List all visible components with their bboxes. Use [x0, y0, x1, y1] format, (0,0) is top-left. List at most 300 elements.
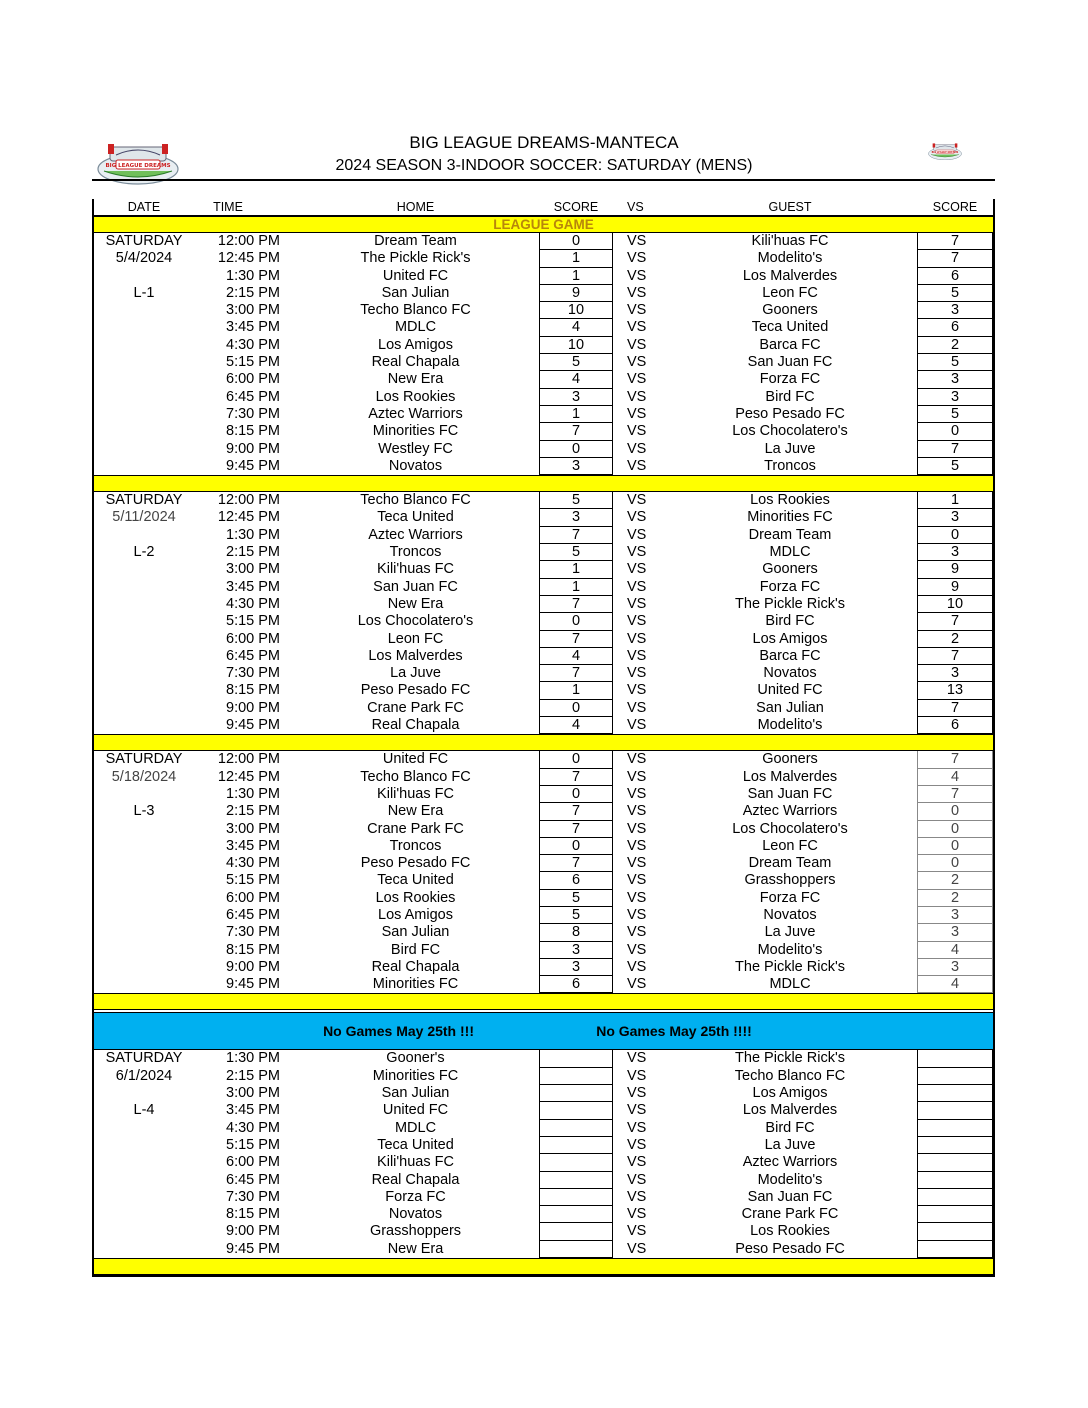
guest-score-cell: [917, 1085, 993, 1102]
home-team-cell: Novatos: [388, 1206, 443, 1223]
guest-score-cell: 4: [917, 976, 993, 993]
home-score-cell: 5: [539, 907, 613, 924]
vs-cell: VS: [627, 699, 647, 716]
guest-team-cell: Modelito's: [757, 1171, 823, 1188]
guest-team-cell: Minorities FC: [747, 509, 833, 526]
vs-cell: VS: [627, 803, 647, 820]
date-cell: [94, 406, 194, 423]
time-cell: 2:15 PM: [226, 803, 280, 820]
guest-team-cell: Dream Team: [748, 855, 832, 872]
guest-score-cell: [917, 1050, 993, 1067]
guest-score-cell: 0: [917, 527, 993, 544]
time-cell: 1:30 PM: [226, 1050, 280, 1067]
time-cell: 3:00 PM: [226, 561, 280, 578]
guest-score-cell: 7: [917, 786, 993, 803]
game-row: [94, 717, 993, 734]
home-score-cell: 7: [539, 596, 613, 613]
vs-cell: VS: [627, 1240, 647, 1257]
time-cell: 9:45 PM: [226, 717, 280, 734]
guest-score-cell: 9: [917, 579, 993, 596]
guest-team-cell: Kili'huas FC: [751, 233, 829, 249]
time-cell: 3:45 PM: [226, 578, 280, 595]
home-score-cell: 6: [539, 872, 613, 889]
vs-cell: VS: [627, 336, 647, 353]
guest-team-cell: Gooners: [762, 302, 818, 319]
game-row: [94, 1050, 993, 1067]
home-team-cell: Westley FC: [378, 440, 453, 457]
home-score-cell: 1: [539, 250, 613, 267]
game-row: [94, 423, 993, 440]
game-row: [94, 319, 993, 336]
date-cell: [94, 1241, 194, 1258]
vs-cell: VS: [627, 1067, 647, 1084]
home-team-cell: Los Malverdes: [368, 647, 463, 664]
vs-cell: VS: [627, 457, 647, 474]
time-cell: 9:45 PM: [226, 976, 280, 993]
game-row: [94, 544, 993, 561]
home-score-cell: 5: [539, 492, 613, 509]
home-score-cell: [539, 1068, 613, 1085]
guest-team-cell: La Juve: [764, 440, 816, 457]
home-team-cell: Peso Pesado FC: [360, 682, 471, 699]
game-row: [94, 924, 993, 941]
guest-team-cell: MDLC: [769, 976, 811, 993]
time-cell: 4:30 PM: [226, 595, 280, 612]
guest-score-cell: [917, 1241, 993, 1258]
home-team-cell: Kili'huas FC: [377, 785, 454, 802]
home-score-cell: [539, 1172, 613, 1189]
week-separator: [94, 475, 993, 492]
guest-score-cell: [917, 1172, 993, 1189]
date-cell: [94, 613, 194, 630]
guest-team-cell: Novatos: [763, 665, 817, 682]
vs-cell: VS: [627, 613, 647, 630]
guest-score-cell: 2: [917, 337, 993, 354]
home-score-cell: 0: [539, 613, 613, 630]
home-score-cell: 0: [539, 441, 613, 458]
game-row: [94, 596, 993, 613]
game-row: [94, 1102, 993, 1119]
time-cell: 2:15 PM: [226, 1067, 280, 1084]
time-cell: 2:15 PM: [226, 544, 280, 561]
guest-score-cell: [917, 1120, 993, 1137]
home-score-cell: [539, 1137, 613, 1154]
guest-team-cell: Modelito's: [757, 717, 823, 734]
guest-team-cell: La Juve: [764, 924, 816, 941]
game-row: [94, 268, 993, 285]
date-cell: L-3: [133, 803, 155, 820]
date-cell: 6/1/2024: [115, 1067, 173, 1084]
guest-score-cell: 3: [917, 509, 993, 526]
date-cell: [94, 838, 194, 855]
time-cell: 4:30 PM: [226, 1119, 280, 1136]
time-cell: 9:45 PM: [226, 1240, 280, 1257]
vs-cell: VS: [627, 1171, 647, 1188]
date-cell: [94, 354, 194, 371]
guest-team-cell: Peso Pesado FC: [735, 1240, 845, 1257]
date-cell: [94, 1137, 194, 1154]
home-team-cell: Minorities FC: [372, 976, 459, 993]
no-games-left-text: No Games May 25th !!!: [323, 1023, 474, 1040]
guest-team-cell: Bird FC: [765, 1119, 815, 1136]
guest-team-cell: Grasshoppers: [744, 872, 836, 889]
guest-score-cell: 9: [917, 561, 993, 578]
home-score-cell: 1: [539, 682, 613, 699]
date-cell: [94, 527, 194, 544]
home-team-cell: Troncos: [389, 544, 442, 561]
guest-score-cell: 3: [917, 907, 993, 924]
time-cell: 5:15 PM: [226, 613, 280, 630]
vs-cell: VS: [627, 578, 647, 595]
no-games-right-text: No Games May 25th !!!!: [596, 1023, 752, 1040]
guest-team-cell: The Pickle Rick's: [735, 958, 845, 975]
vs-cell: VS: [627, 1102, 647, 1119]
game-row: [94, 959, 993, 976]
vs-cell: VS: [627, 958, 647, 975]
date-cell: 5/4/2024: [115, 250, 173, 267]
home-team-cell: Real Chapala: [371, 717, 460, 734]
guest-team-cell: The Pickle Rick's: [735, 1050, 845, 1067]
vs-cell: VS: [627, 1119, 647, 1136]
home-team-cell: Novatos: [388, 457, 443, 474]
home-team-cell: San Julian: [381, 284, 450, 301]
date-cell: [94, 890, 194, 907]
home-score-cell: [539, 1085, 613, 1102]
home-team-cell: San Julian: [381, 1085, 450, 1102]
guest-team-cell: Teca United: [751, 319, 829, 336]
guest-team-cell: Los Malverdes: [742, 267, 838, 284]
home-score-cell: 0: [539, 233, 613, 250]
game-row: [94, 302, 993, 319]
schedule-table: [92, 199, 995, 1277]
guest-score-cell: 6: [917, 717, 993, 734]
guest-team-cell: Los Chocolatero's: [732, 423, 848, 440]
vs-cell: VS: [627, 768, 647, 785]
vs-cell: VS: [627, 941, 647, 958]
col-date: DATE: [127, 200, 161, 214]
home-team-cell: La Juve: [390, 665, 441, 682]
guest-team-cell: Bird FC: [765, 388, 815, 405]
vs-cell: VS: [627, 1085, 647, 1102]
time-cell: 9:00 PM: [226, 699, 280, 716]
game-row: [94, 389, 993, 406]
date-cell: [94, 821, 194, 838]
guest-score-cell: 7: [917, 700, 993, 717]
guest-team-cell: Los Amigos: [752, 1085, 828, 1102]
game-row: [94, 406, 993, 423]
home-team-cell: Los Amigos: [378, 336, 453, 353]
date-cell: [94, 1206, 194, 1223]
game-row: [94, 250, 993, 267]
date-cell: 5/11/2024: [112, 509, 176, 526]
time-cell: 4:30 PM: [226, 855, 280, 872]
time-cell: 7:30 PM: [226, 1188, 280, 1205]
game-row: [94, 1154, 993, 1171]
home-team-cell: Real Chapala: [371, 958, 460, 975]
guest-score-cell: 7: [917, 648, 993, 665]
time-cell: 3:45 PM: [226, 319, 280, 336]
vs-cell: VS: [627, 267, 647, 284]
home-team-cell: The Pickle Rick's: [360, 250, 471, 267]
guest-score-cell: [917, 1223, 993, 1240]
home-score-cell: 1: [539, 561, 613, 578]
guest-team-cell: San Juan FC: [747, 785, 833, 802]
vs-cell: VS: [627, 1223, 647, 1240]
guest-score-cell: 2: [917, 872, 993, 889]
game-row: [94, 803, 993, 820]
home-team-cell: Real Chapala: [371, 354, 460, 371]
game-row: [94, 579, 993, 596]
vs-cell: VS: [627, 544, 647, 561]
game-row: [94, 354, 993, 371]
guest-team-cell: Novatos: [763, 906, 817, 923]
home-score-cell: [539, 1120, 613, 1137]
vs-cell: VS: [627, 250, 647, 267]
game-row: [94, 907, 993, 924]
guest-team-cell: Los Rookies: [750, 1223, 830, 1240]
home-team-cell: Techo Blanco FC: [360, 302, 471, 319]
home-score-cell: 5: [539, 354, 613, 371]
col-score-home: SCORE: [553, 200, 599, 214]
week-section: [94, 751, 993, 1010]
date-cell: [94, 976, 194, 993]
time-cell: 8:15 PM: [226, 423, 280, 440]
game-row: [94, 751, 993, 768]
game-row: [94, 872, 993, 889]
game-row: [94, 942, 993, 959]
home-score-cell: 7: [539, 855, 613, 872]
time-cell: 1:30 PM: [226, 267, 280, 284]
time-cell: 3:00 PM: [226, 302, 280, 319]
vs-cell: VS: [627, 302, 647, 319]
home-score-cell: 10: [539, 302, 613, 319]
date-cell: L-4: [133, 1102, 155, 1119]
guest-score-cell: 2: [917, 890, 993, 907]
guest-team-cell: Dream Team: [748, 526, 832, 543]
date-cell: [94, 423, 194, 440]
vs-cell: VS: [627, 820, 647, 837]
date-cell: [94, 648, 194, 665]
home-team-cell: Dream Team: [374, 233, 457, 249]
home-score-cell: 8: [539, 924, 613, 941]
home-score-cell: 6: [539, 976, 613, 993]
home-team-cell: Crane Park FC: [367, 820, 464, 837]
home-score-cell: 7: [539, 803, 613, 820]
date-cell: SATURDAY: [105, 233, 183, 249]
home-score-cell: 7: [539, 769, 613, 786]
guest-score-cell: 7: [917, 441, 993, 458]
vs-cell: VS: [627, 647, 647, 664]
time-cell: 6:45 PM: [226, 647, 280, 664]
game-row: [94, 976, 993, 993]
home-team-cell: New Era: [387, 803, 444, 820]
time-cell: 6:00 PM: [226, 630, 280, 647]
vs-cell: VS: [627, 405, 647, 422]
home-score-cell: 10: [539, 337, 613, 354]
home-team-cell: Troncos: [389, 837, 442, 854]
guest-score-cell: [917, 1137, 993, 1154]
date-cell: [94, 717, 194, 734]
time-cell: 9:45 PM: [226, 457, 280, 474]
date-cell: SATURDAY: [105, 751, 183, 768]
time-cell: 12:45 PM: [217, 509, 280, 526]
game-row: [94, 1137, 993, 1154]
game-row: [94, 337, 993, 354]
guest-team-cell: Los Malverdes: [742, 1102, 838, 1119]
time-cell: 3:45 PM: [226, 1102, 280, 1119]
guest-score-cell: 3: [917, 665, 993, 682]
guest-team-cell: Los Amigos: [752, 630, 828, 647]
date-cell: L-2: [133, 544, 155, 561]
vs-cell: VS: [627, 371, 647, 388]
time-cell: 6:00 PM: [226, 1154, 280, 1171]
vs-cell: VS: [627, 855, 647, 872]
date-cell: [94, 1085, 194, 1102]
date-cell: [94, 268, 194, 285]
home-team-cell: New Era: [387, 595, 444, 612]
home-score-cell: [539, 1241, 613, 1258]
game-row: [94, 786, 993, 803]
vs-cell: VS: [627, 561, 647, 578]
guest-score-cell: 0: [917, 821, 993, 838]
col-vs: VS: [627, 200, 644, 214]
guest-score-cell: 6: [917, 319, 993, 336]
vs-cell: VS: [627, 1050, 647, 1067]
guest-score-cell: 3: [917, 544, 993, 561]
vs-cell: VS: [627, 526, 647, 543]
game-row: [94, 890, 993, 907]
home-score-cell: 7: [539, 631, 613, 648]
time-cell: 2:15 PM: [226, 284, 280, 301]
guest-score-cell: 0: [917, 423, 993, 440]
date-cell: [94, 1154, 194, 1171]
guest-team-cell: San Julian: [756, 699, 824, 716]
col-guest: GUEST: [768, 200, 812, 214]
date-cell: L-1: [133, 284, 155, 301]
vs-cell: VS: [627, 595, 647, 612]
date-cell: SATURDAY: [105, 1050, 183, 1067]
game-row: [94, 1223, 993, 1240]
home-team-cell: Teca United: [377, 509, 454, 526]
date-cell: [94, 872, 194, 889]
game-row: [94, 458, 993, 475]
no-games-notice: [94, 1012, 993, 1050]
home-team-cell: MDLC: [394, 1119, 437, 1136]
guest-team-cell: Barca FC: [759, 336, 821, 353]
home-team-cell: Real Chapala: [371, 1171, 460, 1188]
date-cell: [94, 942, 194, 959]
week-separator: [94, 993, 993, 1010]
time-cell: 12:00 PM: [217, 492, 280, 509]
guest-score-cell: 13: [917, 682, 993, 699]
home-score-cell: [539, 1050, 613, 1067]
guest-score-cell: 3: [917, 389, 993, 406]
home-team-cell: Peso Pesado FC: [360, 855, 471, 872]
col-score-guest: SCORE: [932, 200, 978, 214]
time-cell: 6:45 PM: [226, 1171, 280, 1188]
guest-team-cell: Bird FC: [765, 613, 815, 630]
page-title: BIG LEAGUE DREAMS-MANTECA: [409, 133, 679, 152]
header-rule: [92, 179, 995, 181]
vs-cell: VS: [627, 319, 647, 336]
date-cell: [94, 907, 194, 924]
home-score-cell: 0: [539, 786, 613, 803]
column-header-row: [94, 199, 993, 216]
guest-score-cell: 3: [917, 371, 993, 388]
vs-cell: VS: [627, 284, 647, 301]
home-score-cell: 7: [539, 821, 613, 838]
home-team-cell: Los Rookies: [375, 388, 456, 405]
date-cell: [94, 389, 194, 406]
time-cell: 12:00 PM: [217, 233, 280, 249]
vs-cell: VS: [627, 785, 647, 802]
home-team-cell: Crane Park FC: [367, 699, 464, 716]
home-team-cell: Teca United: [377, 1136, 454, 1153]
date-cell: SATURDAY: [105, 492, 183, 509]
home-score-cell: 5: [539, 544, 613, 561]
home-score-cell: 7: [539, 423, 613, 440]
home-team-cell: United FC: [382, 751, 449, 768]
time-cell: 12:45 PM: [217, 768, 280, 785]
home-score-cell: 7: [539, 665, 613, 682]
date-cell: [94, 1223, 194, 1240]
home-team-cell: San Julian: [381, 924, 450, 941]
guest-team-cell: San Juan FC: [747, 354, 833, 371]
guest-team-cell: Aztec Warriors: [742, 1154, 838, 1171]
guest-score-cell: 7: [917, 233, 993, 250]
date-cell: [94, 1189, 194, 1206]
guest-team-cell: Barca FC: [759, 647, 821, 664]
time-cell: 9:00 PM: [226, 1223, 280, 1240]
guest-score-cell: 3: [917, 924, 993, 941]
home-team-cell: Kili'huas FC: [377, 561, 454, 578]
guest-team-cell: Crane Park FC: [741, 1206, 839, 1223]
guest-score-cell: [917, 1189, 993, 1206]
vs-cell: VS: [627, 889, 647, 906]
guest-score-cell: 0: [917, 855, 993, 872]
date-cell: [94, 596, 194, 613]
guest-score-cell: 5: [917, 285, 993, 302]
home-score-cell: 3: [539, 509, 613, 526]
home-score-cell: [539, 1189, 613, 1206]
time-cell: 7:30 PM: [226, 924, 280, 941]
game-row: [94, 769, 993, 786]
home-score-cell: 3: [539, 942, 613, 959]
home-team-cell: Aztec Warriors: [368, 405, 463, 422]
guest-score-cell: 3: [917, 302, 993, 319]
home-team-cell: Techo Blanco FC: [360, 768, 471, 785]
guest-score-cell: 5: [917, 354, 993, 371]
home-score-cell: [539, 1223, 613, 1240]
game-row: [94, 838, 993, 855]
svg-text:BIG LEAGUE DREAMS: BIG LEAGUE DREAMS: [105, 163, 171, 169]
game-row: [94, 1206, 993, 1223]
guest-score-cell: [917, 1206, 993, 1223]
vs-cell: VS: [627, 1136, 647, 1153]
home-score-cell: 1: [539, 579, 613, 596]
guest-team-cell: Leon FC: [762, 284, 818, 301]
date-cell: [94, 579, 194, 596]
vs-cell: VS: [627, 906, 647, 923]
vs-cell: VS: [627, 837, 647, 854]
guest-team-cell: Aztec Warriors: [742, 803, 838, 820]
game-row: [94, 1068, 993, 1085]
time-cell: 6:45 PM: [226, 906, 280, 923]
guest-score-cell: 0: [917, 838, 993, 855]
guest-score-cell: 4: [917, 942, 993, 959]
game-row: [94, 613, 993, 630]
vs-cell: VS: [627, 440, 647, 457]
